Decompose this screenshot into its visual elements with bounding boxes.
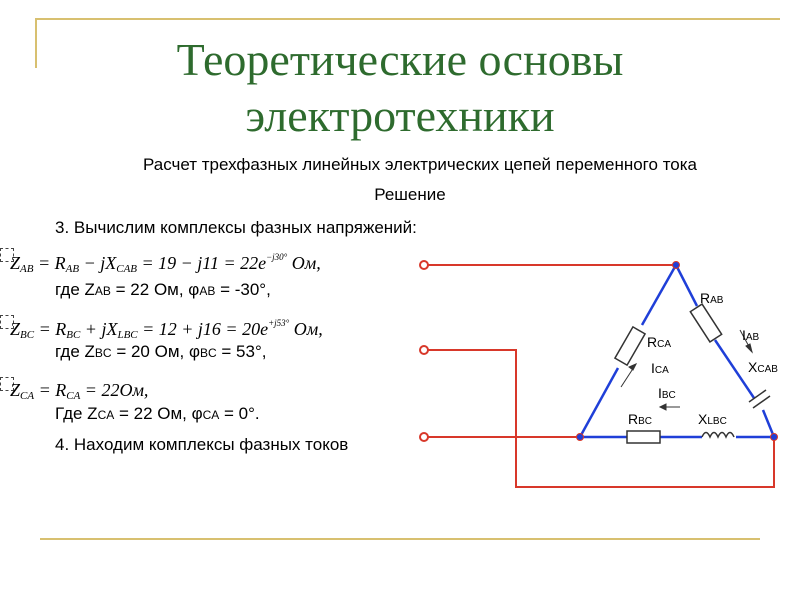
inductor-xlbc <box>702 433 734 438</box>
label-ibc: IBC <box>658 385 676 401</box>
step-4-text: 4. Находим комплексы фазных токов <box>55 435 349 454</box>
terminals <box>420 261 428 441</box>
terminal-a <box>420 261 428 269</box>
zbc-values-line: где ZBC = 20 Ом, φBC = 53°, <box>55 342 267 361</box>
formula-zab: ZAB = RAB − jXCAB = $19 - j11 = 22e^{-j30^\circ}$ Ом, <box>10 252 321 275</box>
subtitle: Расчет трехфазных линейных электрических цепей переменного тока <box>142 155 698 174</box>
terminal-c <box>420 433 428 441</box>
junctions <box>577 262 778 441</box>
resistor-rbc <box>627 431 660 443</box>
label-xcab: XCAB <box>748 359 778 375</box>
label-xlbc: XLBC <box>698 411 727 427</box>
title-line-1: Теоретические основы <box>176 34 624 85</box>
label-rbc: RBC <box>628 411 653 427</box>
delta-load <box>580 265 774 437</box>
step-3-text: 3. Вычислим комплексы фазных напряжений: <box>55 218 417 237</box>
zca-values-line: Где ZCA = 22 Ом, φCA = 0°. <box>55 404 260 423</box>
label-rca: RCA <box>647 334 672 350</box>
label-rab: RAB <box>700 290 724 306</box>
solution-heading: Решение <box>374 185 446 204</box>
zab-values-line: где ZAB = 22 Ом, φAB = -30°, <box>55 280 271 299</box>
resistor-rab <box>690 304 721 342</box>
terminal-b <box>420 346 428 354</box>
label-ica: ICA <box>651 360 669 376</box>
label-iab: IAB <box>742 327 760 343</box>
formula-zca: ZCA = RCA = 22Ом, <box>10 380 149 402</box>
title-line-2: электротехники <box>245 90 555 141</box>
resistor-rca <box>615 327 645 365</box>
formula-zbc: ZBC = RBC + jXLBC = $12 + j16 = 20e^{+j53^\circ}$ Ом, <box>10 318 323 341</box>
capacitor-xcab <box>749 390 770 408</box>
